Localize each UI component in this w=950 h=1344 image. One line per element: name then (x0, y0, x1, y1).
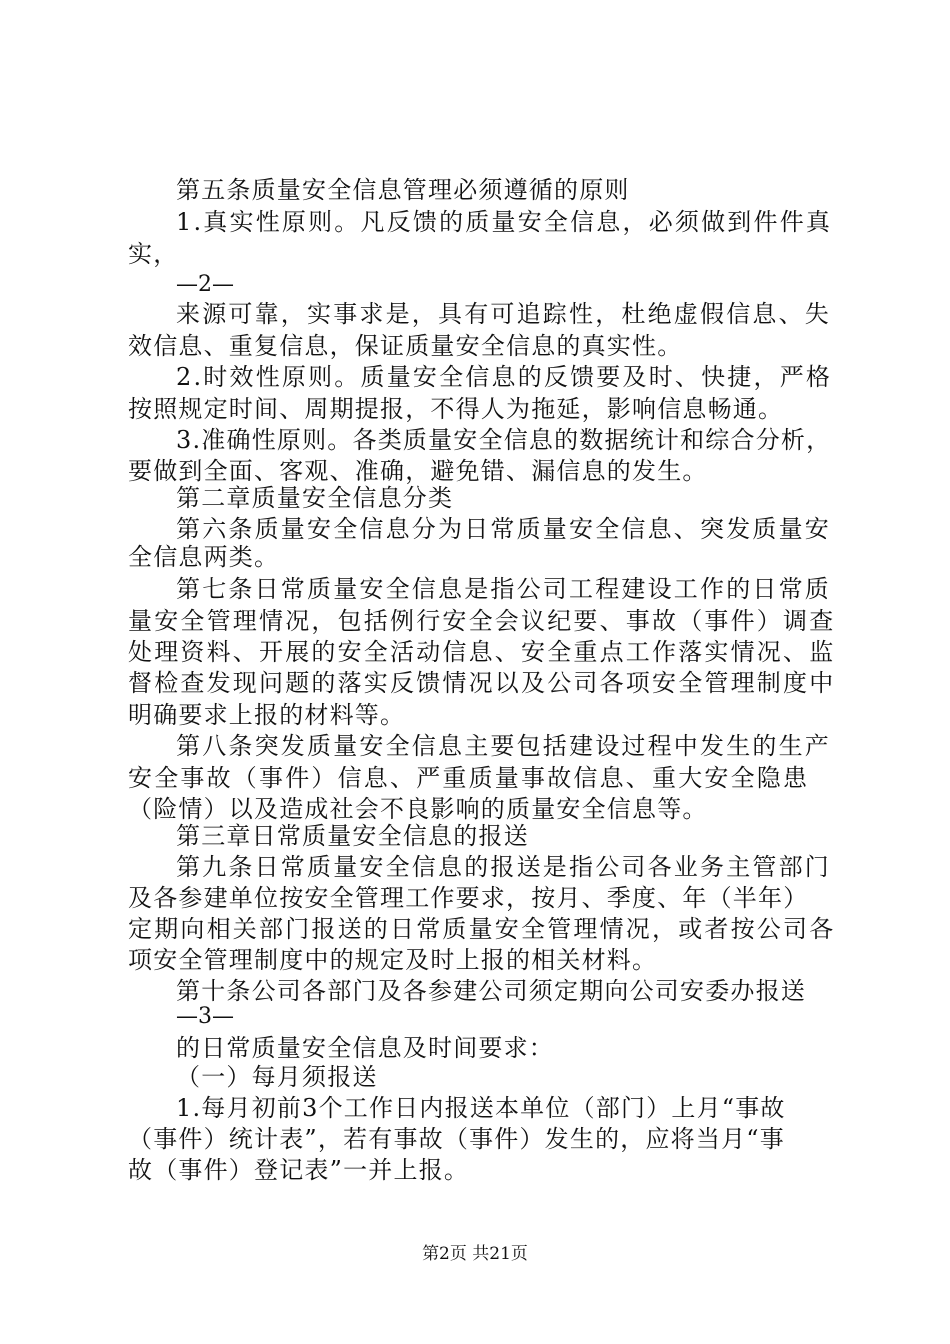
inline-page-number: —3— (176, 1004, 234, 1029)
text-line: 定期向相关部门报送的日常质量安全管理情况，或者按公司各 (128, 915, 836, 943)
text-line: 处理资料、开展的安全活动信息、安全重点工作落实情况、监 (128, 638, 836, 666)
text-line: （事件）统计表”，若有事故（事件）发生的，应将当月“事 (128, 1125, 785, 1153)
text-line: 第七条日常质量安全信息是指公司工程建设工作的日常质 (176, 575, 831, 603)
text-line: 量安全管理情况，包括例行安全会议纪要、事故（事件）调查 (128, 607, 836, 635)
text-line: 安全事故（事件）信息、严重质量事故信息、重大安全隐患 (128, 764, 810, 792)
text-line: 第六条质量安全信息分为日常质量安全信息、突发质量安 (176, 515, 831, 543)
text-line: 来源可靠，实事求是，具有可追踪性，杜绝虚假信息、失 (176, 300, 831, 328)
page-footer: 第2页 共21页 (422, 1244, 528, 1264)
section-heading: 第二章质量安全信息分类 (176, 484, 454, 512)
inline-page-number: —2— (176, 272, 234, 297)
text-line: 实， (128, 240, 179, 268)
text-line: 3.准确性原则。各类质量安全信息的数据统计和综合分析， (176, 426, 832, 454)
text-line: （一）每月须报送 (176, 1063, 378, 1091)
text-line: （险情）以及造成社会不良影响的质量安全信息等。 (128, 795, 708, 823)
text-line: 及各参建单位按安全管理工作要求，按月、季度、年（半年） (128, 884, 809, 912)
text-line: 按照规定时间、周期提报，不得人为拖延，影响信息畅通。 (128, 395, 784, 423)
text-line: 故（事件）登记表”一并上报。 (128, 1156, 470, 1184)
text-line: 1.每月初前3个工作日内报送本单位（部门）上月“事故 (176, 1094, 786, 1122)
text-line: 第八条突发质量安全信息主要包括建设过程中发生的生产 (176, 732, 831, 760)
text-line: 全信息两类。 (128, 543, 280, 571)
text-line: 要做到全面、客观、准确，避免错、漏信息的发生。 (128, 457, 708, 485)
section-heading: 第三章日常质量安全信息的报送 (176, 822, 529, 850)
text-line: 第十条公司各部门及各参建公司须定期向公司安委办报送 (176, 977, 806, 1005)
text-line: 项安全管理制度中的规定及时上报的相关材料。 (128, 946, 658, 974)
text-line: 2.时效性原则。质量安全信息的反馈要及时、快捷，严格 (176, 363, 833, 391)
text-line: 第五条质量安全信息管理必须遵循的原则 (176, 176, 630, 204)
text-line: 督检查发现问题的落实反馈情况以及公司各项安全管理制度中 (128, 669, 836, 697)
text-line: 明确要求上报的材料等。 (128, 701, 406, 729)
text-line: 效信息、重复信息，保证质量安全信息的真实性。 (128, 332, 683, 360)
text-line: 的日常质量安全信息及时间要求： (176, 1034, 554, 1062)
text-line: 1.真实性原则。凡反馈的质量安全信息，必须做到件件真 (176, 208, 833, 236)
text-line: 第九条日常质量安全信息的报送是指公司各业务主管部门 (176, 853, 831, 881)
